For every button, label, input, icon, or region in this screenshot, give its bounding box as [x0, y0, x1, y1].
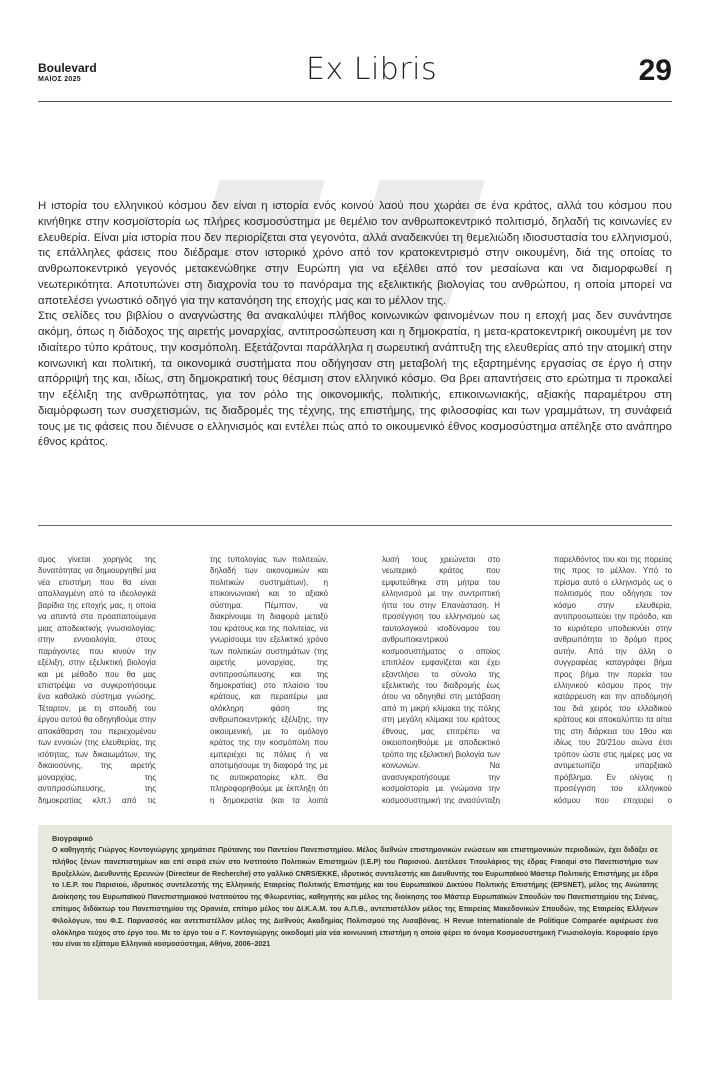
column-text: παρελθόντος του και της πορείας της προς το μέλλον. Υπό το πρίσμα αυτό ο ελληνισμός ως ο πολιτισμός που οδήγησε τον κόσμο στην ελευθερία, αντιπροσωπεύει την πρόοδο, και το κυριότερο υποδεικνύει στην ανθρωπότητα το δρόμο προς αυτήν. Από την άλλη ο συγγραφέας καταγράφει βήμα προς βήμα την πορεία του ελληνικού κόσμου προς την κατάρρευση και την αποδόμησή του διά χειρός του ελλαδικού κράτους και αποκαλύπτει τα αίτια της στη διάρκεια του 19ου και ιδίως του 20/21ου αιώνα έτσι τρόπον ώστε στις ημέρες μας να αντιμετωπίζει υπαρξιακό πρόβλημα. Εν ολίγοις η προσέγγιση του ελληνικού κόσμου που επιχειρεί ο [554, 555, 672, 804]
lead-paragraph: Η ιστορία του ελληνικού κόσμου δεν είναι η ιστορία ενός κοινού λαού που χωράει σε ένα κράτος, αλλά του κόσμου που κινήθηκε στην κοσμοϊστορία ως πλήρες κοσμοσύστημα με θεμέλιο τον ανθρωποκεντρικό πολιτισμό, δηλαδή τις κοινωνίες εν ελευθερία. Είναι μία ιστορία που δεν περιορίζεται στα γεγονότα, αλλά αναδεικνύει τη θεμελιώδη ιδιοσυστασία του ελληνισμού, τις επάλληλες φάσεις που διέδραμε στον ιστορικό χρόνο από τον κρατοκεντρισμό στην οικουμένη, διά της οποίας το ανθρωποκεντρικό γεγονός μετακενώθηκε στην Ευρώπη για να εξέλθει από τον μεσαίωνα και να διαμορφωθεί η νεωτερικότητα. Αποτυπώνει στη διαχρονία του το πανόραμα της εξελικτικής βιολογίας του ανθρώπου, η οποία μπορεί να αποτελέσει γνωστικό οδηγό για την κατανόηση της εποχής μας και το μέλλον της. [38, 200, 672, 307]
bio-box [38, 825, 672, 1000]
bio-heading: Βιογραφικό [52, 834, 93, 843]
section-title: Ex Libris [306, 52, 438, 87]
bio-text: Ο καθηγητής Γιώργος Κοντογιώργης χρημάτισε Πρύτανης του Παντείου Πανεπιστημίου. Μέλος διεθνών επιστημονικών ενώσεων και επιστημονικών περιοδικών, έχει διδάξει σε πλήθος ξένων πανεπιστημίων και επί σειρά ετών στο Ινστιτούτο Πολιτικών Επιστημών (I.E.P) του Παρισιού. Διετέλεσε Τιτουλάριος της έδρας Franqui στο Πανεπιστήμιο των Βρυξελλών, Διευθυντής Ερευνών (Directeur de Recherche) στο γαλλικό CNRS/EKKE, ιδρυτικός συντελεστής και Διευθυντής του Ευρωπαϊκού Μάστερ Πολιτικής Επιστήμης με έδρα το I.E.P. του Παρισιού, ιδρυτικός συντελεστής της Ελληνικής Εταιρείας Πολιτικής Επιστήμης και του Ευρωπαϊκού Δικτύου Πολιτικής Επιστήμης (EPSNET), μέλος της Ανώτατης Διοίκησης του Ευρωπαϊκού Πανεπιστημιακού Ινστιτούτου της Φλωρεντίας, καθηγητής και μέλος της διοίκησης του Μάστερ Ευρωπαϊκών Σπουδών του Πανεπιστημίου της Σιένας, επίτιμος διδάκτωρ του Πανεπιστημίου της Ορανιέα, επίτιμο μέλος του ΔΙ.Κ.Α.Μ. του Α.Π.Θ., αντεπιστέλλον μέλος της Εταιρείας Μακεδονικών Σπουδών, της Εταιρείας Ελλήνων Φιλολόγων, του Φ.Σ. Παρνασσός και αντεπιστέλλον μέλος της Διεθνούς Ακαδημίας Πολιτισμού της Λισαβόνας. Η Revue Internationale de Politique Comparée αφιέρωσε ένα ολόκληρο τεύχος στο έργο του. Με το έργο του ο Γ. Κοντογιώργης οικοδομεί μία νέα κοινωνική επιστήμη η οποία φέρει το όνομα Κοσμοσυστημική Γνωσιολογία. Κορυφαίο έργο του είναι το εξάτομο Ελληνικό κοσμοσύστημα, Αθήνα, 2006–2021 [52, 846, 658, 949]
header-rule [38, 101, 672, 102]
page-number: 29 [638, 54, 672, 87]
article-column [554, 554, 672, 804]
column-text: λυσή τους χρεώνεται στο νεωτερικό κράτος που εμφυτεύθηκε στη μήτρα του ελληνισμού με την συντριπτική ήττα του στην Επανάσταση. Η προσέγγιση του ελληνισμού ως ταυτολογικού ισοδύναμου του ανθρωποκεντρικού κοσμοσυστήματος ο οποίος επιπλέον εμφανίζεται και έχει εξαντλήσει το σύνολο της εξελικτικής του διαδρομής έως ότου να οδηγηθεί στη μετάβαση από τη μικρή κλίμακα της πόλης στη μεγάλη κλίμακα του κράτους έθνους, μας επιτρέπει να οικειοποιηθούμε με αποδεικτικό τρόπο της εξελικτική βιολογία των κοινωνιών. Να ανασυγκροτήσουμε την κοσμοϊστορία με γνώμονα την κοσμοσυστημική της ανασύνταξη [382, 555, 500, 804]
article-column [38, 554, 156, 804]
article-column [382, 554, 500, 804]
article-column [210, 554, 328, 804]
lead-text [38, 199, 672, 451]
column-text: σμος γίνεται χορηγός της δυνατότητας να δημιουργηθεί μια νέα επιστήμη που θα είναι απαλλαγμένη από τα ιδεολογικά βαρίδια της εποχής μας, η οποία να απαντά στα προαπαιτούμενα μιας αποδεικτικής γνωσιολογίας: στην εννοιολογία, στους παράγοντες που κινούν την εξέλιξη, στην εξελικτική βιολογία και με μέθοδο που θα μας επιστρέψει να συγκροτήσουμε ένα καθολικό σύστημα γνώσης. Τέταρτον, με τη σπουδή του έργου αυτού θα οδηγηθούμε στην αποκάθαρση του περιεχομένου των εννοιών (της ελευθερίας, της ισότητας, των δικαιωμάτων, της δικαιοσύνης, της αιρετής μοναρχίας, της αντιπροσώπευσης, της δημοκρατίας κλπ.) από τις [38, 555, 156, 804]
magazine-brand: Boulevard [38, 61, 97, 75]
article-columns [38, 554, 672, 804]
page-header [38, 52, 672, 100]
column-text: της τυπολογίας των πολιτειών, δηλαδή των οικονομικών και πολιτικών συστημάτων), η επικοινωνιακή και το αξιακό σύστημα. Πέμπτον, να διακρίνουμε τη διαφορά μεταξύ του κράτους και της πολιτείας, να γνωρίσουμε τον εξελικτικό χρόνο των πολιτικών συστημάτων (της αιρετής μοναρχίας, της αντιπροσώπευσης και της δημοκρατίας) στο πλαίσιο του κράτους, και περαιτέρω μια ολόκληρη φάση της ανθρωποκεντρικής εξέλιξης, την οικουμενική, με το ομόλογο κράτος της την κοσμόπολη που εμπεριέχει τις πόλεις ή να αποτιμήσουμε τη διαφορά της με τις αυτοκρατορίες κλπ. Θα πληροφορηθούμε με έκπληξη ότι η δημοκρατία (και τα λοιπά [210, 555, 328, 804]
lead-rule [38, 525, 672, 526]
issue-date: ΜΑΪΟΣ 2025 [38, 76, 81, 83]
lead-paragraph: Στις σελίδες του βιβλίου ο αναγνώστης θα ανακαλύψει πλήθος κοινωνικών φαινομένων που η εποχή μας δεν συνάντησε ακόμη, όπως η διάδοχος της αιρετής μοναρχίας, αντιπροσώπευση και η δημοκρατία, η μετα-κρατοκεντρική οικουμένη με τον ιδιαίτερο τύπο κράτους, την κοσμόπολη. Εξετάζονται παράλληλα η σωρευτική ανάπτυξη της ελευθερίας από την ατομική στην κοινωνική και πολιτική, τα οικονομικά συστήματα που οδήγησαν στη μεταβολή της εξαρτημένης εργασίας σε έργο ή στην απόρριψή της και, ιδίως, στη δημοκρατική τους θέσμιση στον ελληνικό κόσμο. Θα βρει απαντήσεις στο ερώτημα τι προκαλεί την εξέλιξη της ανθρωπότητας, για τον ρόλο της οικονομικής, πολιτικής, επικοινωνιακής, αξιακής παραμέτρου στη διαμόρφωση των συσχετισμών, τις διαδρομές της τέχνης, της επιστήμης, της φιλοσοφίας και των γραμμάτων, τη συνάφειά τους με τις φάσεις που διένυσε ο ελληνισμός και εντέλει πώς από το οικουμενικό έθνος κοσμοσύστημα απέληξε στο ανάπηρο έθνος κράτος. [38, 310, 672, 449]
